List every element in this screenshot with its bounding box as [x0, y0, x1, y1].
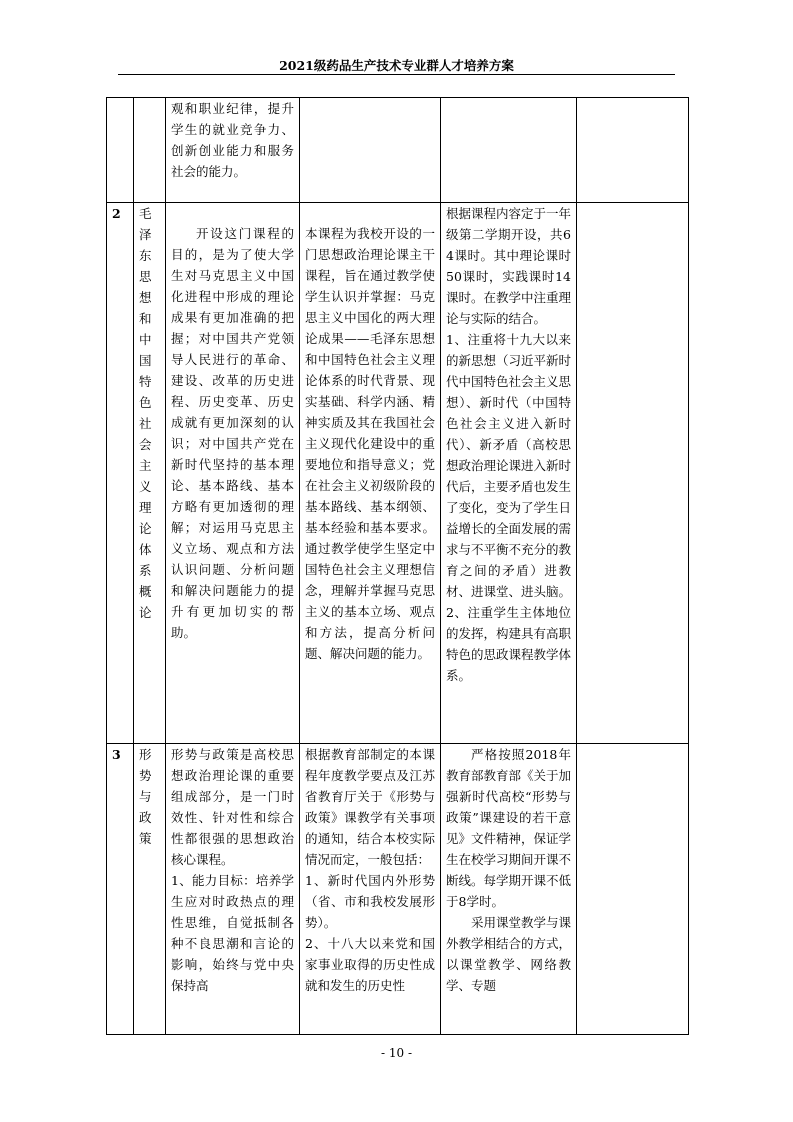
requirement-text: 采用课堂教学与课外教学相结合的方式，以课堂教学、网络教学、专题 — [446, 915, 572, 993]
course-goal-cell — [166, 203, 300, 744]
curriculum-table — [106, 97, 689, 1035]
course-name-cell — [134, 744, 166, 1035]
course-name-cell — [134, 98, 166, 203]
content-text: 根据教育部制定的本课程年度教学要点及江苏省教育厅关于《形势与政策》课教学有关事项的通知，结合本校实际情况而定，一般包括： — [305, 747, 435, 867]
course-goal-cell — [166, 744, 300, 1035]
course-content-cell — [300, 98, 441, 203]
row-number: 3 — [107, 744, 134, 1035]
content-text: 本课程为我校开设的一门思想政治理论课主干课程，旨在通过教学使学生认识并掌握：马克思主义中国化的两大理论成果——毛泽东思想和中国特色社会主义理论体系的时代背景、现实基础、科学内涵、精神实质及其在我国社会主义现代化建设中的重要地位和指导意义；党在社会主义初级阶段的基本路线、基本纲领、基本经验和基本要求。通过教学使学生坚定中国特色社会主义理想信念，理解并掌握马克思主义的基本立场、观点和方法，提高分析问题、解决问题的能力。 — [305, 226, 435, 661]
content-text: 1、新时代国内外形势（省、市和我校发展形势）。 — [305, 873, 435, 930]
requirement-text: 2、注重学生主体地位的发挥，构建具有高职特色的思政课程教学体系。 — [446, 605, 572, 683]
goal-text: 观和职业纪律，提升学生的就业竞争力、创新创业能力和服务社会的能力。 — [171, 101, 294, 179]
content-text: 2、十八大以来党和国家事业取得的历史性成就和发生的历史性 — [305, 936, 435, 993]
goal-text: 1、能力目标：培养学生应对时政热点的理性思维，自觉抵制各种不良思潮和言论的影响，始终与党中央保持高 — [171, 873, 294, 993]
row-number — [107, 98, 134, 203]
course-name: 毛泽东思想和中国特色社会主义理论体系概论 — [139, 206, 152, 620]
course-name-cell — [134, 203, 166, 744]
note-cell — [577, 98, 689, 203]
table-row — [107, 203, 689, 744]
teaching-requirement-cell — [441, 203, 577, 744]
goal-text: 开设这门课程的目的，是为了使大学生对马克思主义中国化进程中形成的理论成果有更加准确的把握；对中国共产党领导人民进行的革命、建设、改革的历史进程、历史变革、历史成就有更加深刻的认识；对中国共产党在新时代坚持的基本理论、基本路线、基本方略有更加透彻的理解；对运用马克思主义立场、观点和方法认识问题、分析问题和解决问题能力的提升有更加切实的帮助。 — [171, 226, 294, 640]
page-header-title: 2021级药品生产技术专业群人才培养方案 — [279, 58, 514, 73]
course-name: 形势与政策 — [139, 747, 152, 846]
requirement-text: 1、注重将十九大以来的新思想（习近平新时代中国特色社会主义思想）、新时代（中国特色社会主义进入新时代）、新矛盾（高校思想政治理论课进入新时代后，主要矛盾也发生了变化，变为了学生日益增长的全面发展的需求与不平衡不充分的教育之间的矛盾）进教材、进课堂、进头脑。 — [446, 332, 572, 599]
requirement-text: 严格按照2018年教育部教育部《关于加强新时代高校“形势与政策”课建设的若干意见》文件精神，保证学生在校学习期间开课不断线。每学期开课不低于8学时。 — [446, 747, 572, 909]
row-number: 2 — [107, 203, 134, 744]
table-row — [107, 744, 689, 1035]
requirement-text: 根据课程内容定于一年级第二学期开设，共64课时。其中理论课时50课时，实践课时14课时。在教学中注重理论与实际的结合。 — [446, 206, 572, 326]
teaching-requirement-cell — [441, 98, 577, 203]
note-cell — [577, 203, 689, 744]
course-content-cell — [300, 744, 441, 1035]
page-number: - 10 - — [380, 1046, 412, 1060]
note-cell — [577, 744, 689, 1035]
goal-text: 形势与政策是高校思想政治理论课的重要组成部分，是一门时效性、针对性和综合性都很强的思想政治核心课程。 — [171, 747, 294, 867]
teaching-requirement-cell — [441, 744, 577, 1035]
course-goal-cell — [166, 98, 300, 203]
course-content-cell — [300, 203, 441, 744]
header-rule — [118, 74, 675, 75]
table-row — [107, 98, 689, 203]
